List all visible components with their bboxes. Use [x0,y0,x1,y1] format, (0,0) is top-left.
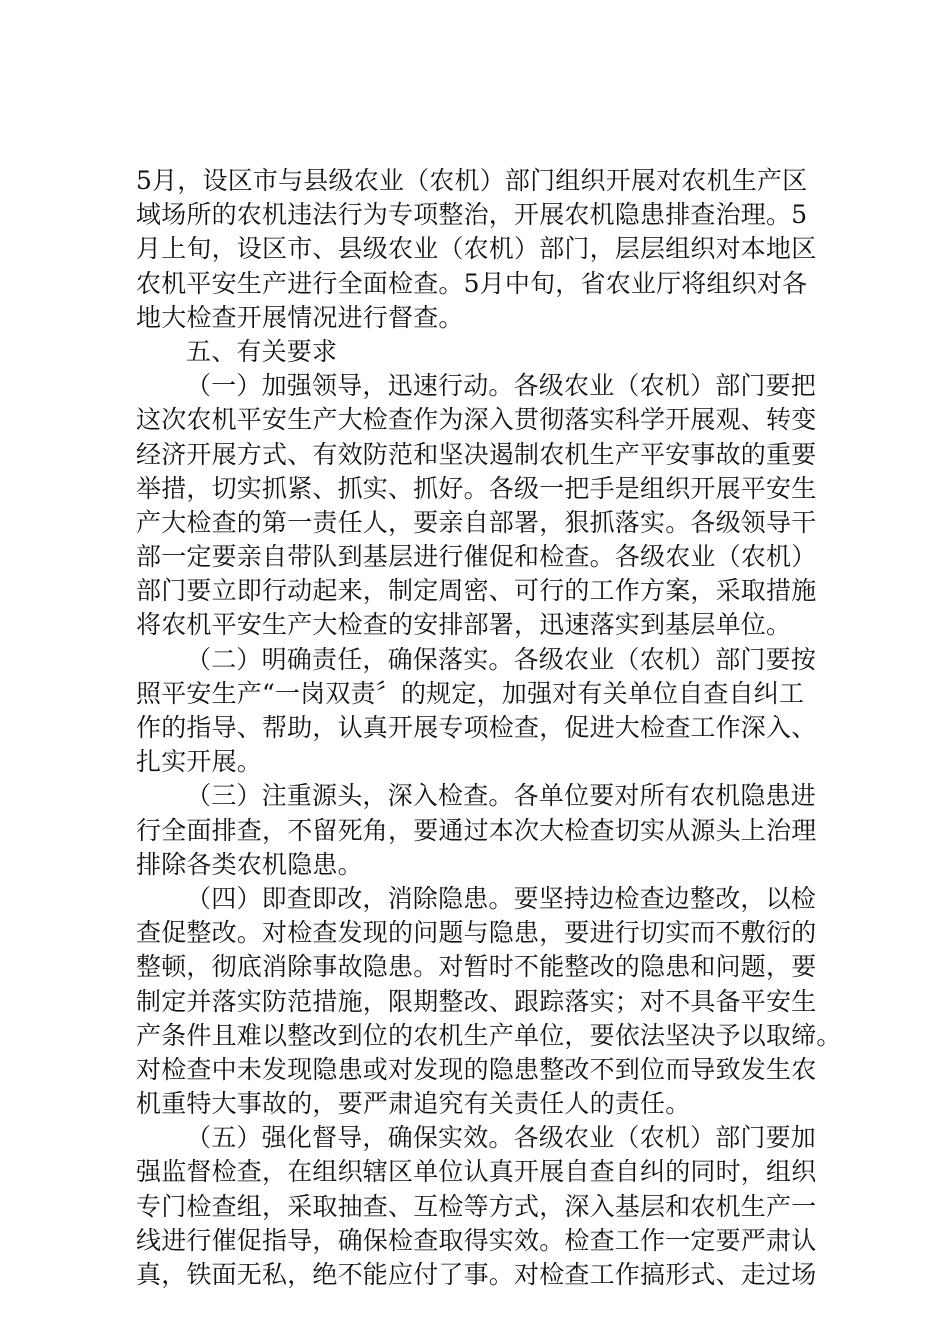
paragraph-first-line: （一）加强领导，迅速行动。各级农业（农机）部门要把 [186,371,817,401]
text-line: 整顿，彻底消除事故隐患。对暂时不能整改的隐患和问题，要 [136,952,817,982]
text-line: 行全面排查，不留死角，要通过本次大检查切实从源头上治理 [136,815,817,845]
text-line: 部门要立即行动起来，制定周密、可行的工作方案，采取措施 [136,576,817,606]
text-line: 域场所的农机违法行为专项整治，开展农机隐患排查治理。5 [136,200,808,230]
text-line: 照平安生产“一岗双责〞的规定，加强对有关单位自查自纠工 [136,678,805,708]
text-line: 线进行催促指导，确保检查取得实效。检查工作一定要严肃认 [136,1225,817,1255]
text-line: 月上旬，设区市、县级农业（农机）部门，层层组织对本地区 [136,234,817,264]
text-line: 产大检查的第一责任人，要亲自部署，狠抓落实。各级领导干 [136,507,817,537]
text-line: 这次农机平安生产大检查作为深入贯彻落实科学开展观、转变 [136,405,817,435]
text-line: 经济开展方式、有效防范和坚决遏制农机生产平安事故的重要 [136,439,817,469]
text-line: 5月，设区市与县级农业（农机）部门组织开展对农机生产区 [136,166,808,195]
text-line: 地大检查开展情况进行督查。 [136,302,464,332]
text-line: 部一定要亲自带队到基层进行催促和检查。各级农业（农机） [136,542,817,572]
document-body [136,164,842,1292]
text-line: 将农机平安生产大检查的安排部署，迅速落实到基层单位。 [136,610,792,640]
paragraph-first-line: 五、有关要求 [186,336,338,366]
text-line: 专门检查组，采取抽查、互检等方式，深入基层和农机生产一 [136,1191,817,1221]
paragraph-first-line: （二）明确责任，确保落实。各级农业（农机）部门要按 [186,644,817,674]
text-line: 制定并落实防范措施，限期整改、跟踪落实；对不具备平安生 [136,986,817,1016]
text-line: 作的指导、帮助，认真开展专项检查，促进大检查工作深入、 [136,713,817,742]
text-line: 真，铁面无私，绝不能应付了事。对检查工作搞形式、走过场 [136,1260,817,1289]
text-line: 举措，切实抓紧、抓实、抓好。各级一把手是组织开展平安生 [136,473,817,503]
text-line: 机重特大事故的，要严肃追究有关责任人的责任。 [136,1089,691,1119]
text-line: 强监督检查，在组织辖区单位认真开展自查自纠的同时，组织 [136,1157,817,1187]
text-line: 农机平安生产进行全面检查。5月中旬，省农业厅将组织对各 [136,268,808,298]
paragraph-first-line: （四）即查即改，消除隐患。要坚持边检查边整改，以检 [186,883,817,913]
text-line: 扎实开展。 [136,747,263,777]
text-line: 排除各类农机隐患。 [136,849,363,879]
paragraph-first-line: （三）注重源头，深入检查。各单位要对所有农机隐患进 [186,781,817,811]
text-line: 对检查中未发现隐患或对发现的隐患整改不到位而导致发生农 [136,1054,817,1084]
text-line: 产条件且难以整改到位的农机生产单位，要依法坚决予以取缔。 [136,1020,842,1050]
paragraph-first-line: （五）强化督导，确保实效。各级农业（农机）部门要加 [186,1123,817,1153]
text-line: 查促整改。对检查发现的问题与隐患，要进行切实而不敷衍的 [136,918,817,948]
